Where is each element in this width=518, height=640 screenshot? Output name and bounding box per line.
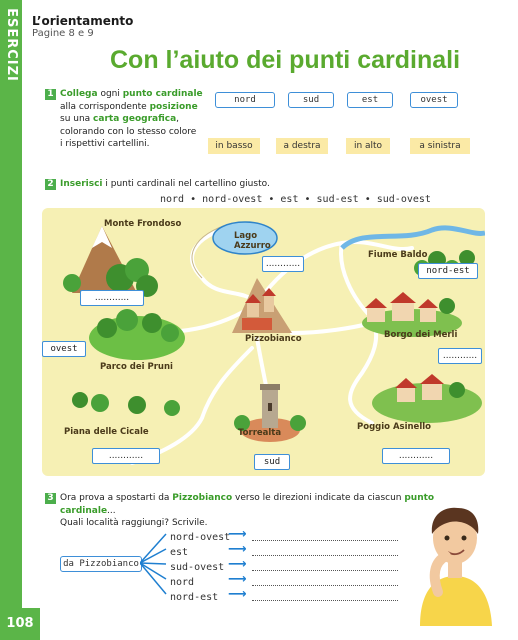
position-tag-in-basso[interactable]: in basso [208, 138, 260, 154]
answer-line[interactable] [252, 600, 398, 601]
map [42, 208, 485, 476]
page-title: Con l’aiuto dei punti cardinali [110, 46, 461, 74]
exercise-3-instructions: Ora prova a spostarti da Pizzobianco verso le direzioni indicate da ciascun punto cardinale... Quali località raggiungi? Scrivile. [60, 493, 435, 528]
place-piana-delle-cicale: Piana delle Cicale [64, 427, 149, 437]
direction-tag-ovest[interactable]: ovest [410, 92, 458, 108]
place-parco-dei-pruni: Parco dei Pruni [100, 362, 173, 372]
arrow-icon: ⟶ [228, 527, 247, 542]
ex3-arrows [228, 527, 247, 602]
plain-trees-icon [72, 392, 180, 416]
answer-line[interactable] [252, 540, 398, 541]
arrow-icon: ⟶ [228, 542, 247, 557]
thinking-boy-illustration [410, 496, 500, 626]
exercise-3-number: 3 [45, 493, 56, 504]
ex3-direction-sud-ovest: sud-ovest [170, 562, 225, 573]
answer-line[interactable] [252, 585, 398, 586]
ex3-directions-list [170, 530, 230, 605]
arrow-icon: ⟶ [228, 557, 247, 572]
direction-tag-sud[interactable]: sud [288, 92, 334, 108]
arrow-icon: ⟶ [228, 572, 247, 587]
place-lago-azzurro: Lago Azzurro [234, 231, 271, 251]
pages-reference: Pagine 8 e 9 [32, 28, 94, 39]
village-icon [232, 278, 292, 333]
answer-line[interactable] [252, 555, 398, 556]
place-fiume-baldo: Fiume Baldo [368, 250, 428, 260]
answer-box-south[interactable]: sud [254, 454, 290, 470]
start-box-pizzobianco: da Pizzobianco [60, 556, 142, 572]
section-title: L’orientamento [32, 14, 134, 28]
answer-box-northwest[interactable]: ............ [80, 290, 144, 306]
word-bank: nord • nord-ovest • est • sud-est • sud-ovest [160, 194, 431, 205]
park-icon [89, 309, 185, 360]
ex3-direction-nord-est: nord-est [170, 592, 219, 603]
place-pizzobianco: Pizzobianco [245, 334, 302, 344]
answer-box-northeast[interactable]: nord-est [418, 263, 478, 279]
ex3-direction-est: est [170, 547, 189, 558]
river-icon [342, 228, 485, 248]
page-number: 108 [0, 608, 40, 640]
answer-box-southwest[interactable]: ............ [92, 448, 160, 464]
answer-box-east[interactable]: ............ [438, 348, 482, 364]
exercise-2-number: 2 [45, 179, 56, 190]
answer-box-west[interactable]: ovest [42, 341, 86, 357]
direction-tag-est[interactable]: est [347, 92, 393, 108]
mountain-icon [63, 226, 158, 297]
position-tag-a-destra[interactable]: a destra [276, 138, 328, 154]
ex3-direction-nord-ovest: nord-ovest [170, 532, 231, 543]
direction-tag-nord[interactable]: nord [215, 92, 275, 108]
arrow-icon: ⟶ [228, 587, 247, 602]
place-poggio-asinello: Poggio Asinello [357, 422, 431, 432]
answer-line[interactable] [252, 570, 398, 571]
answer-box-southeast[interactable]: ............ [382, 448, 450, 464]
position-tag-a-sinistra[interactable]: a sinistra [410, 138, 470, 154]
hill-village-icon [372, 374, 482, 423]
exercise-2-instructions: Inserisci i punti cardinali nel cartellino giusto. [60, 179, 270, 189]
sidebar-band [0, 0, 22, 640]
exercise-1-number: 1 [45, 89, 56, 100]
ex3-direction-nord: nord [170, 577, 195, 588]
position-tag-in-alto[interactable]: in alto [346, 138, 390, 154]
place-borgo-dei-merli: Borgo dei Merli [384, 330, 458, 340]
answer-box-north[interactable]: ............ [262, 256, 304, 272]
place-monte-frondoso: Monte Frondoso [104, 219, 182, 229]
sidebar-label: ESERCIZI [4, 8, 19, 82]
branch-arrows [140, 530, 170, 600]
exercise-1-instructions: Collega ogni punto cardinale alla corrispondente posizione su una carta geografica, colorando con lo stesso colore i rispettivi cartellini. [60, 89, 203, 149]
place-torrealta: Torrealta [238, 428, 282, 438]
